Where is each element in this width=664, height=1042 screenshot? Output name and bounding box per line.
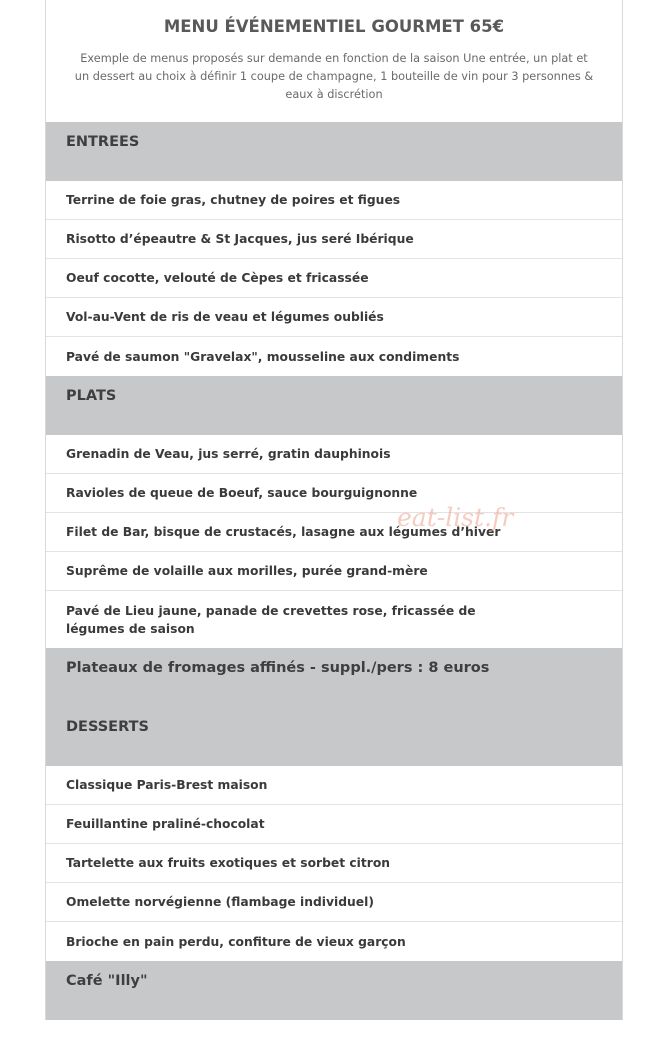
entrees-list [46, 181, 622, 376]
menu-item: Feuillantine praliné-chocolat [46, 805, 622, 844]
menu-item: Classique Paris-Brest maison [46, 766, 622, 805]
section-header-entrees: ENTREES [46, 122, 622, 181]
menu-item: Risotto d’épeautre & St Jacques, jus seré Ibérique [46, 220, 622, 259]
menu-item: Pavé de saumon "Gravelax", mousseline aux condiments [66, 349, 460, 364]
menu-item: Filet de Bar, bisque de crustacés, lasagne aux légumes d’hiver [46, 513, 622, 552]
menu-card [45, 0, 623, 1020]
menu-item: Oeuf cocotte, velouté de Cèpes et fricassée [46, 259, 622, 298]
menu-item: Grenadin de Veau, jus serré, gratin dauphinois [46, 435, 622, 474]
section-header-cafe: Café "Illy" [46, 961, 622, 1020]
menu-item: Omelette norvégienne (flambage individuel) [46, 883, 622, 922]
menu-item: Ravioles de queue de Boeuf, sauce bourguignonne [46, 474, 622, 513]
desserts-list [46, 766, 622, 961]
watermark: eat-list.fr [397, 503, 514, 532]
menu-item: Tartelette aux fruits exotiques et sorbet citron [46, 844, 622, 883]
menu-header [46, 0, 622, 122]
menu-description: Exemple de menus proposés sur demande en fonction de la saison Une entrée, un plat et un dessert au choix à définir 1 coupe de champagne, 1 bouteille de vin pour 3 personnes & eaux à discrétion [74, 52, 594, 101]
menu-title: MENU ÉVÉNEMENTIEL GOURMET 65€ [163, 17, 505, 36]
menu-item: Suprême de volaille aux morilles, purée grand-mère [46, 552, 622, 591]
plats-list [46, 435, 622, 648]
section-header-plats: PLATS [46, 376, 622, 435]
menu-item: Pavé de Lieu jaune, panade de crevettes rose, fricassée de légumes de saison [66, 604, 476, 636]
section-header-desserts: DESSERTS [46, 707, 622, 766]
menu-item: Terrine de foie gras, chutney de poires et figues [46, 181, 622, 220]
menu-item: Brioche en pain perdu, confiture de vieux garçon [66, 934, 406, 949]
menu-item: Vol-au-Vent de ris de veau et légumes oubliés [46, 298, 622, 337]
section-header-fromages: Plateaux de fromages affinés - suppl./pers : 8 euros [46, 648, 622, 707]
